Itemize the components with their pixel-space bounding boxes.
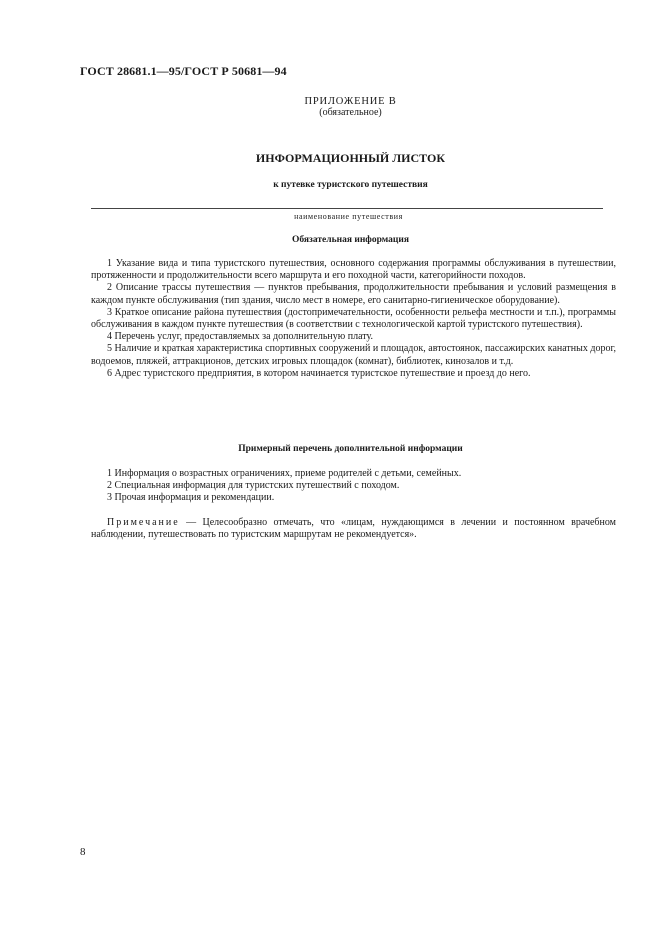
standard-header: ГОСТ 28681.1—95/ГОСТ Р 50681—94 xyxy=(80,64,287,78)
note-text: — Целесообразно отмечать, что «лицам, нуждающимся в лечении и постоянном врачебном наблюдении, путешествовать по туристским маршрутам не рекомендуется». xyxy=(91,517,616,541)
document-subtitle: к путевке туристского путешествия xyxy=(273,180,428,190)
list-item: 1 Указание вида и типа туристского путешествия, основного содержания программы обслуживания в путешествии, протяженности и продолжительности всего маршрута и его походной части, категорийности походов. xyxy=(91,258,616,282)
list-item: 1 Информация о возрастных ограничениях, приеме родителей с детьми, семейных. xyxy=(107,468,462,479)
section-body-additional xyxy=(91,468,616,505)
section-title-mandatory: Обязательная информация xyxy=(292,235,409,245)
list-item: 5 Наличие и краткая характеристика спортивных сооружений и площадок, автостоянок, пассажирских канатных дорог, водоемов, пляжей, аттракционов, детских игровых площадок (комнат), библиотек, кинозалов и т.д. xyxy=(91,343,616,367)
list-item: 2 Описание трассы путешествия — пунктов пребывания, продолжительности пребывания и условий размещения в каждом пункте обслуживания (тип здания, число мест в номере, его санитарно-гигиеническое оборудование). xyxy=(91,282,616,306)
section-body-mandatory xyxy=(91,258,616,380)
note-label: Примечание xyxy=(107,517,180,528)
list-item: 3 Прочая информация и рекомендации. xyxy=(107,492,275,504)
fill-in-caption: наименование путешествия xyxy=(294,212,403,221)
document-title: ИНФОРМАЦИОННЫЙ ЛИСТОК xyxy=(255,151,446,165)
fill-in-line xyxy=(91,208,603,209)
list-item: 4 Перечень услуг, предоставляемых за дополнительную плату. xyxy=(107,331,373,343)
appendix-heading xyxy=(0,96,661,118)
note-paragraph xyxy=(91,517,616,541)
appendix-title: ПРИЛОЖЕНИЕ В xyxy=(304,96,397,107)
list-item: 2 Специальная информация для туристских путешествий с походом. xyxy=(107,480,400,492)
page-number: 8 xyxy=(80,846,86,858)
section-title-additional: Примерный перечень дополнительной информации xyxy=(238,444,463,454)
list-item: 3 Краткое описание района путешествия (достопримечательности, особенности рельефа местности и т.п.), программы обслуживания в каждом пункте путешествия (в соответствии с технологической картой туристского путешествия). xyxy=(91,306,616,331)
list-item: 6 Адрес туристского предприятия, в котором начинается туристское путешествие и проезд до него. xyxy=(107,367,531,379)
appendix-note: (обязательное) xyxy=(319,107,382,118)
